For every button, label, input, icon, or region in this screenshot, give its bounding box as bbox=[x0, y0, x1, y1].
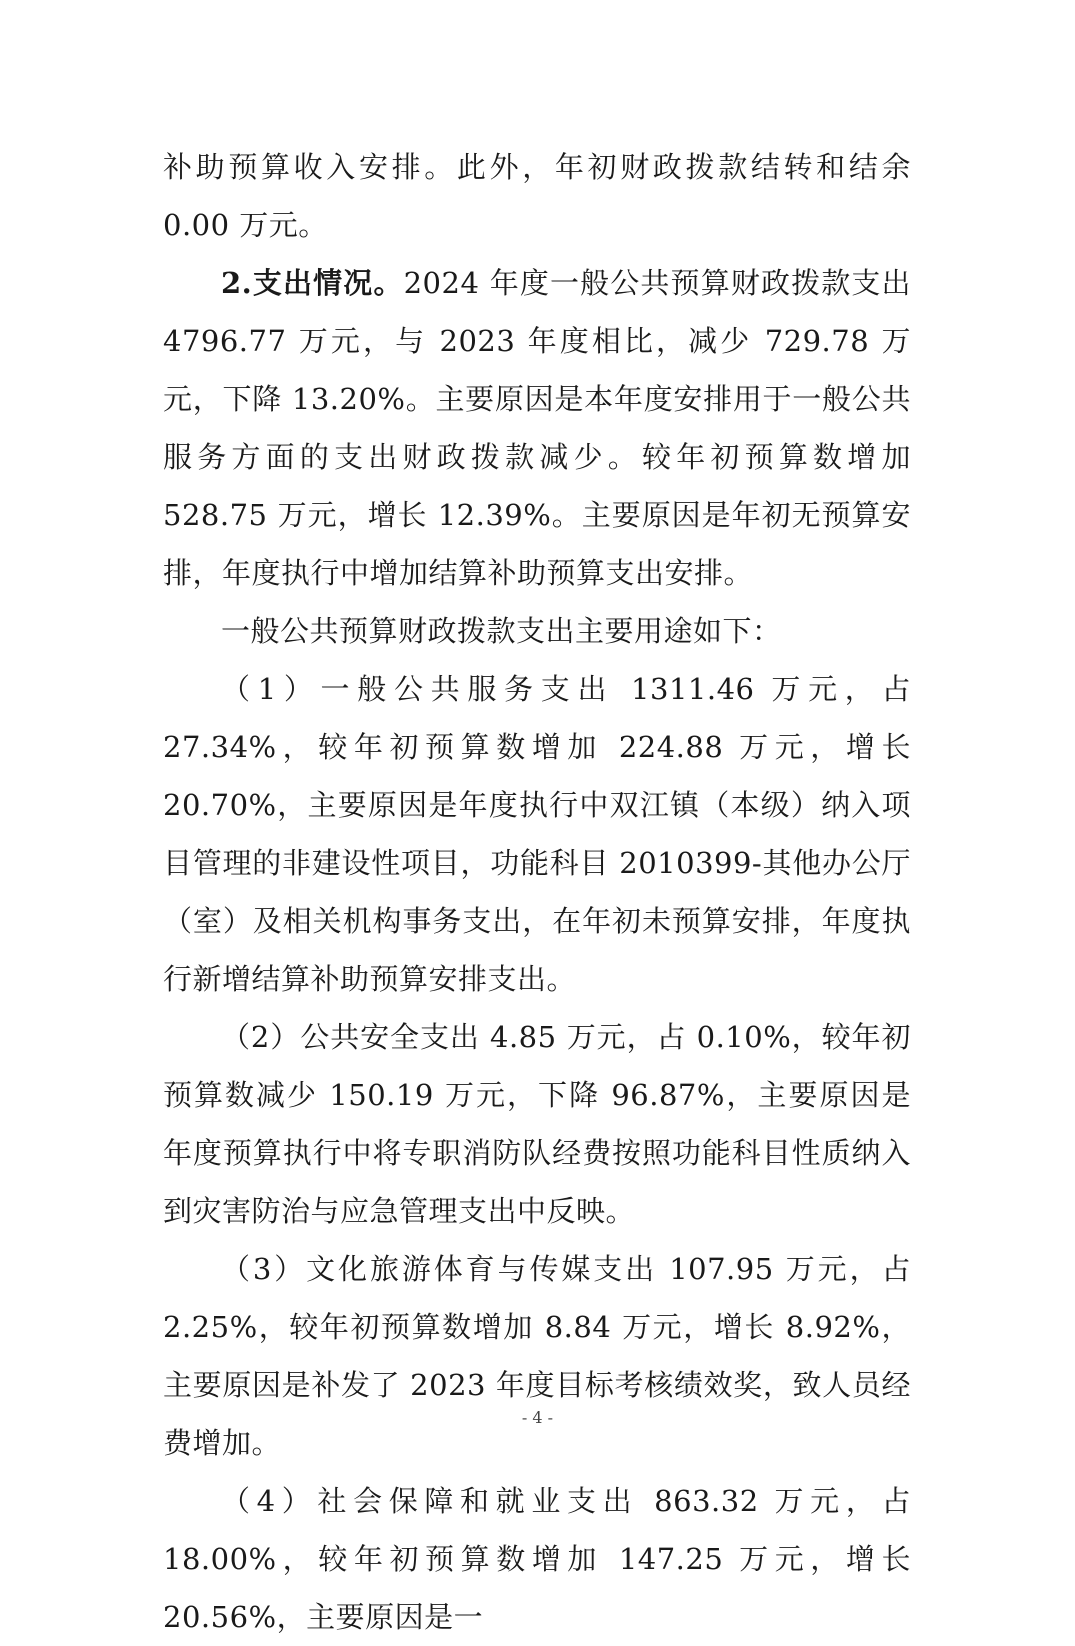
section-heading: 2.支出情况。 bbox=[221, 266, 404, 300]
paragraph-income-continuation bbox=[163, 138, 911, 254]
paragraph-usage-intro bbox=[163, 602, 911, 660]
paragraph-expenditure-overview bbox=[163, 254, 911, 602]
paragraph-item-2 bbox=[163, 1008, 911, 1240]
paragraph-text: （3）文化旅游体育与传媒支出 107.95 万元，占 2.25%，较年初预算数增加 8.84 万元，增长 8.92%，主要原因是补发了 2023 年度目标考核绩效奖，致人员经费增加。 bbox=[163, 1252, 911, 1460]
paragraph-item-3 bbox=[163, 1240, 911, 1472]
paragraph-text: （2）公共安全支出 4.85 万元，占 0.10%，较年初预算数减少 150.19 万元，下降 96.87%，主要原因是年度预算执行中将专职消防队经费按照功能科目性质纳入到灾害防治与应急管理支出中反映。 bbox=[163, 1020, 911, 1228]
paragraph-text: （1）一般公共服务支出 1311.46 万元，占 27.34%，较年初预算数增加 224.88 万元，增长 20.70%，主要原因是年度执行中双江镇（本级）纳入项目管理的非建设性项目，功能科目 2010399-其他办公厅（室）及相关机构事务支出，在年初未预算安排，年度执行新增结算补助预算安排支出。 bbox=[163, 672, 911, 996]
paragraph-text: 补助预算收入安排。此外，年初财政拨款结转和结余 0.00 万元。 bbox=[163, 150, 911, 242]
paragraph-text: （4）社会保障和就业支出 863.32 万元，占 18.00%，较年初预算数增加 147.25 万元，增长 20.56%，主要原因是一 bbox=[163, 1484, 911, 1634]
paragraph-item-4 bbox=[163, 1472, 911, 1646]
paragraph-text: 一般公共预算财政拨款支出主要用途如下： bbox=[221, 614, 782, 648]
paragraph-text: 2024 年度一般公共预算财政拨款支出 4796.77 万元，与 2023 年度相比，减少 729.78 万元，下降 13.20%。主要原因是本年度安排用于一般公共服务方面的支出财政拨款减少。较年初预算数增加 528.75 万元，增长 12.39%。主要原因是年初无预算安排，年度执行中增加结算补助预算支出安排。 bbox=[163, 266, 911, 590]
paragraph-item-1 bbox=[163, 660, 911, 1008]
page-number: - 4 - bbox=[521, 1408, 554, 1427]
